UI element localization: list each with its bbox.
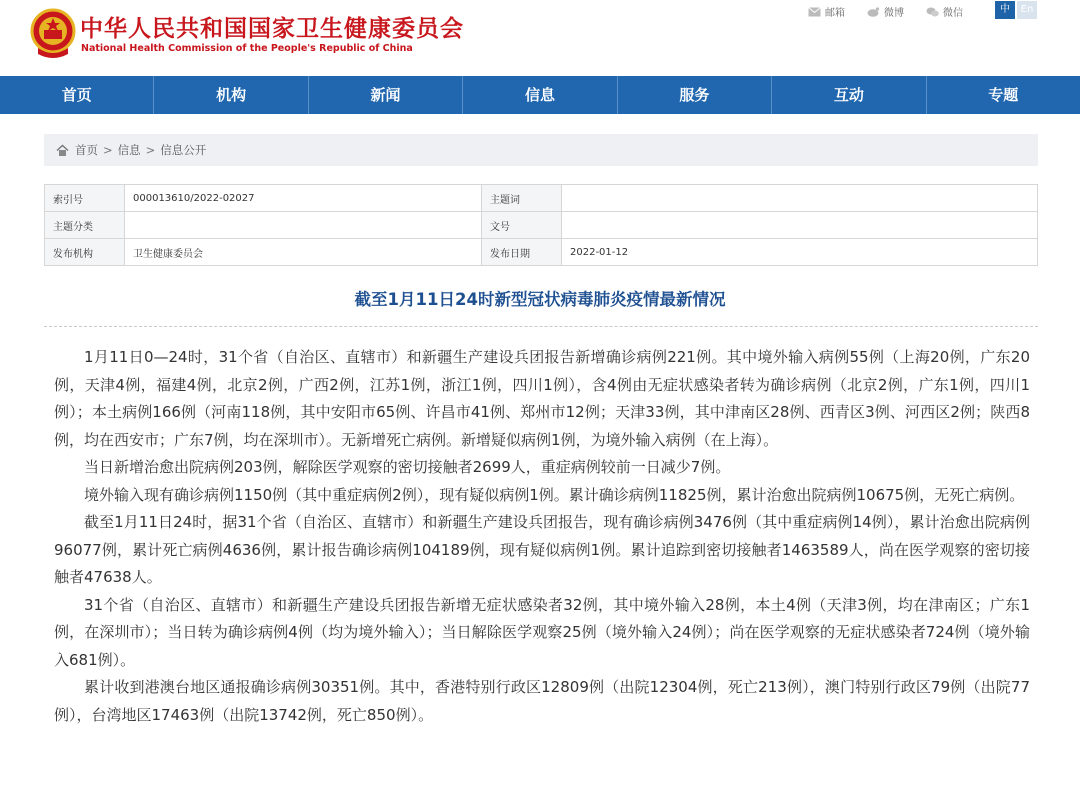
article-body <box>54 344 1030 729</box>
breadcrumb-separator: > <box>145 143 156 157</box>
national-emblem-icon[interactable] <box>30 8 76 58</box>
weibo-label: 微博 <box>884 8 904 19</box>
language-switcher <box>995 1 1037 19</box>
document-meta-table <box>44 184 1038 266</box>
meta-date-value: 2022-01-12 <box>562 239 1038 266</box>
wechat-link[interactable] <box>926 4 963 19</box>
meta-index-value: 000013610/2022-02027 <box>125 185 482 212</box>
article-paragraph: 境外输入现有确诊病例1150例（其中重症病例2例），现有疑似病例1例。累计确诊病例11825例，累计治愈出院病例10675例，无死亡病例。 <box>84 485 1025 504</box>
mail-label: 邮箱 <box>825 8 845 19</box>
meta-issuer-value: 卫生健康委员会 <box>125 239 482 266</box>
nav-institutions[interactable]: 机构 <box>154 76 308 114</box>
weibo-icon <box>867 7 880 17</box>
weibo-link[interactable] <box>867 4 904 19</box>
nav-services[interactable]: 服务 <box>618 76 772 114</box>
article-paragraph: 1月11日0—24时，31个省（自治区、直辖市）和新疆生产建设兵团报告新增确诊病例221例。其中境外输入病例55例（上海20例，广东20例，天津4例，福建4例，北京2例，广西2例，江苏1例，浙江1例，四川1例），含4例由无症状感染者转为确诊病例（北京2例，广东1例，四川1例）；本土病例166例（河南118例，其中安阳市65例、许昌市41例、郑州市12例；天津33例，其中津南区28例、西青区3例、河西区2例；陕西8例，均在西安市；广东7例，均在深圳市）。无新增死亡病例。新增疑似病例1例，为境外输入病例（在上海）。 <box>54 348 1030 449</box>
meta-subject-value <box>562 185 1038 212</box>
table-row <box>45 185 1038 212</box>
home-icon <box>56 144 69 157</box>
meta-docno-value <box>562 212 1038 239</box>
site-title-en: National Health Commission of the People's Republic of China <box>81 43 413 54</box>
main-nav <box>0 76 1080 114</box>
meta-category-value <box>125 212 482 239</box>
top-links <box>808 4 985 19</box>
meta-category-label: 主题分类 <box>45 212 125 239</box>
article-paragraph: 当日新增治愈出院病例203例，解除医学观察的密切接触者2699人，重症病例较前一日减少7例。 <box>84 458 731 476</box>
table-row <box>45 212 1038 239</box>
nav-home[interactable]: 首页 <box>0 76 154 114</box>
breadcrumb-disclosure[interactable]: 信息公开 <box>160 143 207 157</box>
nav-news[interactable]: 新闻 <box>309 76 463 114</box>
nav-information[interactable]: 信息 <box>463 76 617 114</box>
lang-en-button[interactable]: En <box>1017 1 1037 19</box>
meta-docno-label: 文号 <box>482 212 562 239</box>
article-title: 截至1月11日24时新型冠状病毒肺炎疫情最新情况 <box>354 290 726 309</box>
nav-interaction[interactable]: 互动 <box>772 76 926 114</box>
breadcrumb <box>44 134 1038 166</box>
breadcrumb-separator: > <box>103 143 113 157</box>
lang-zh-button[interactable]: 中 <box>995 1 1015 19</box>
mail-icon <box>808 7 821 17</box>
site-header <box>0 0 1080 76</box>
wechat-label: 微信 <box>943 8 963 19</box>
meta-subject-label: 主题词 <box>482 185 562 212</box>
breadcrumb-home[interactable]: 首页 <box>75 143 98 157</box>
table-row <box>45 239 1038 266</box>
article-paragraph: 截至1月11日24时，据31个省（自治区、直辖市）和新疆生产建设兵团报告，现有确诊病例3476例（其中重症病例14例），累计治愈出院病例96077例，累计死亡病例4636例，累计报告确诊病例104189例，现有疑似病例1例。累计追踪到密切接触者1463589人，尚在医学观察的密切接触者47638人。 <box>54 513 1030 586</box>
meta-date-label: 发布日期 <box>482 239 562 266</box>
title-divider <box>44 326 1038 327</box>
breadcrumb-information[interactable]: 信息 <box>117 143 141 157</box>
meta-index-label: 索引号 <box>45 185 125 212</box>
wechat-icon <box>926 7 939 17</box>
article-paragraph: 31个省（自治区、直辖市）和新疆生产建设兵团报告新增无症状感染者32例，其中境外输入28例，本土4例（天津3例，均在津南区；广东1例，在深圳市）；当日转为确诊病例4例（均为境外输入）；当日解除医学观察25例（境外输入24例）；尚在医学观察的无症状感染者724例（境外输入681例）。 <box>54 595 1030 669</box>
site-title-cn[interactable]: 中华人民共和国国家卫生健康委员会 <box>80 16 464 42</box>
meta-issuer-label: 发布机构 <box>45 239 125 266</box>
mail-link[interactable] <box>808 4 845 19</box>
nav-topics[interactable]: 专题 <box>988 86 1019 104</box>
article-paragraph: 累计收到港澳台地区通报确诊病例30351例。其中，香港特别行政区12809例（出院12304例，死亡213例），澳门特别行政区79例（出院77例），台湾地区17463例（出院13742例，死亡850例）。 <box>54 678 1030 724</box>
